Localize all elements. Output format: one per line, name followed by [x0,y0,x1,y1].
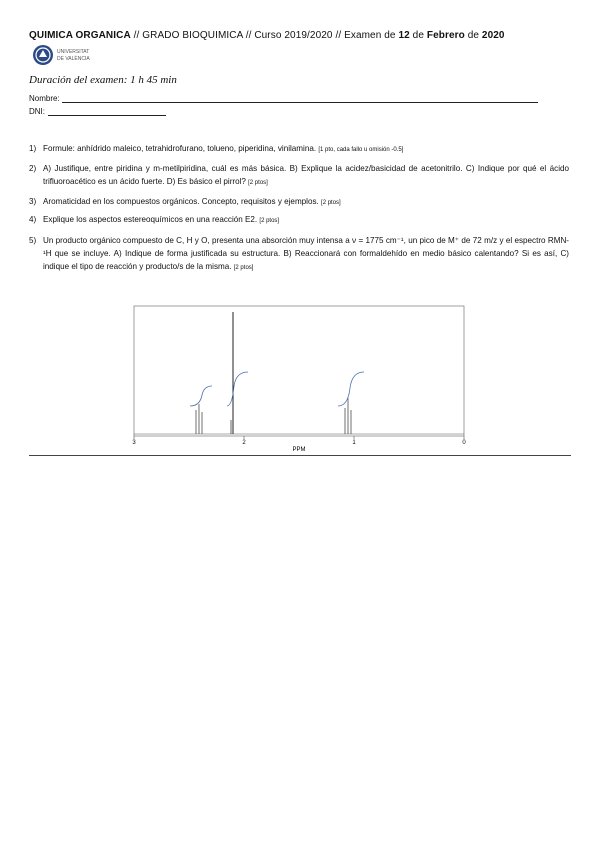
name-field-line[interactable] [62,102,538,103]
footer-rule [29,455,571,456]
integral-2 [227,372,248,406]
question-3: 3) Aromaticidad en los compuestos orgánicos. Concepto, requisitos y ejemplos. [2 ptos] [29,197,341,206]
x-axis-label: PPM [292,447,306,453]
exam-duration: Duración del examen: 1 h 45 min [29,74,177,86]
logo-text-1: UNIVERSITAT [57,49,90,55]
spectrum-frame [134,306,464,436]
nmr-spectrum [120,300,480,455]
dni-field-label: DNI: [29,107,45,116]
tick-label: 3 [132,440,136,446]
university-logo [32,44,102,66]
question-4: 4) Explique los aspectos estereoquímicos en una reacción E2. [2 ptos] [29,215,280,224]
integral-1 [190,386,212,406]
tick-label: 1 [352,440,356,446]
tick-label: 0 [462,440,466,446]
exam-header: QUIMICA ORGANICA // GRADO BIOQUIMICA // Curso 2019/2020 // Examen de 12 de Febrero de 2020 [29,30,505,41]
logo-text-2: DE VALÈNCIA [57,56,90,62]
question-1: 1) Formule: anhídrido maleico, tetrahidrofurano, tolueno, piperidina, vinilamina. [1 pto, cada fallo u omisión -0.5] [29,144,404,153]
integral-3 [338,372,364,406]
tick-label: 2 [242,440,246,446]
question-5: 5) Un producto orgánico compuesto de C, H y O, presenta una absorción muy intensa a ν = 1775 cm⁻¹, un pico de M⁺ de 72 m/z y el espectro RMN-¹H que se incluye. A) Indique de forma justificada su estructura. B) Reaccionará con formaldehído en medio básico calentando? Si es así, C) indique el tipo de reacción y producto/s de la misma. [2 ptos] [29,236,569,271]
dni-field-line[interactable] [48,115,166,116]
question-2: 2) A) Justifique, entre piridina y m-metilpiridina, cuál es más básica. B) Explique la acidez/basicidad de acetonitrilo. C) Indique por qué el ácido trifluoroacético es un ácido fuerte. D) Es básico el pirrol? [2 ptos] [29,164,569,186]
name-field-label: Nombre: [29,94,60,103]
